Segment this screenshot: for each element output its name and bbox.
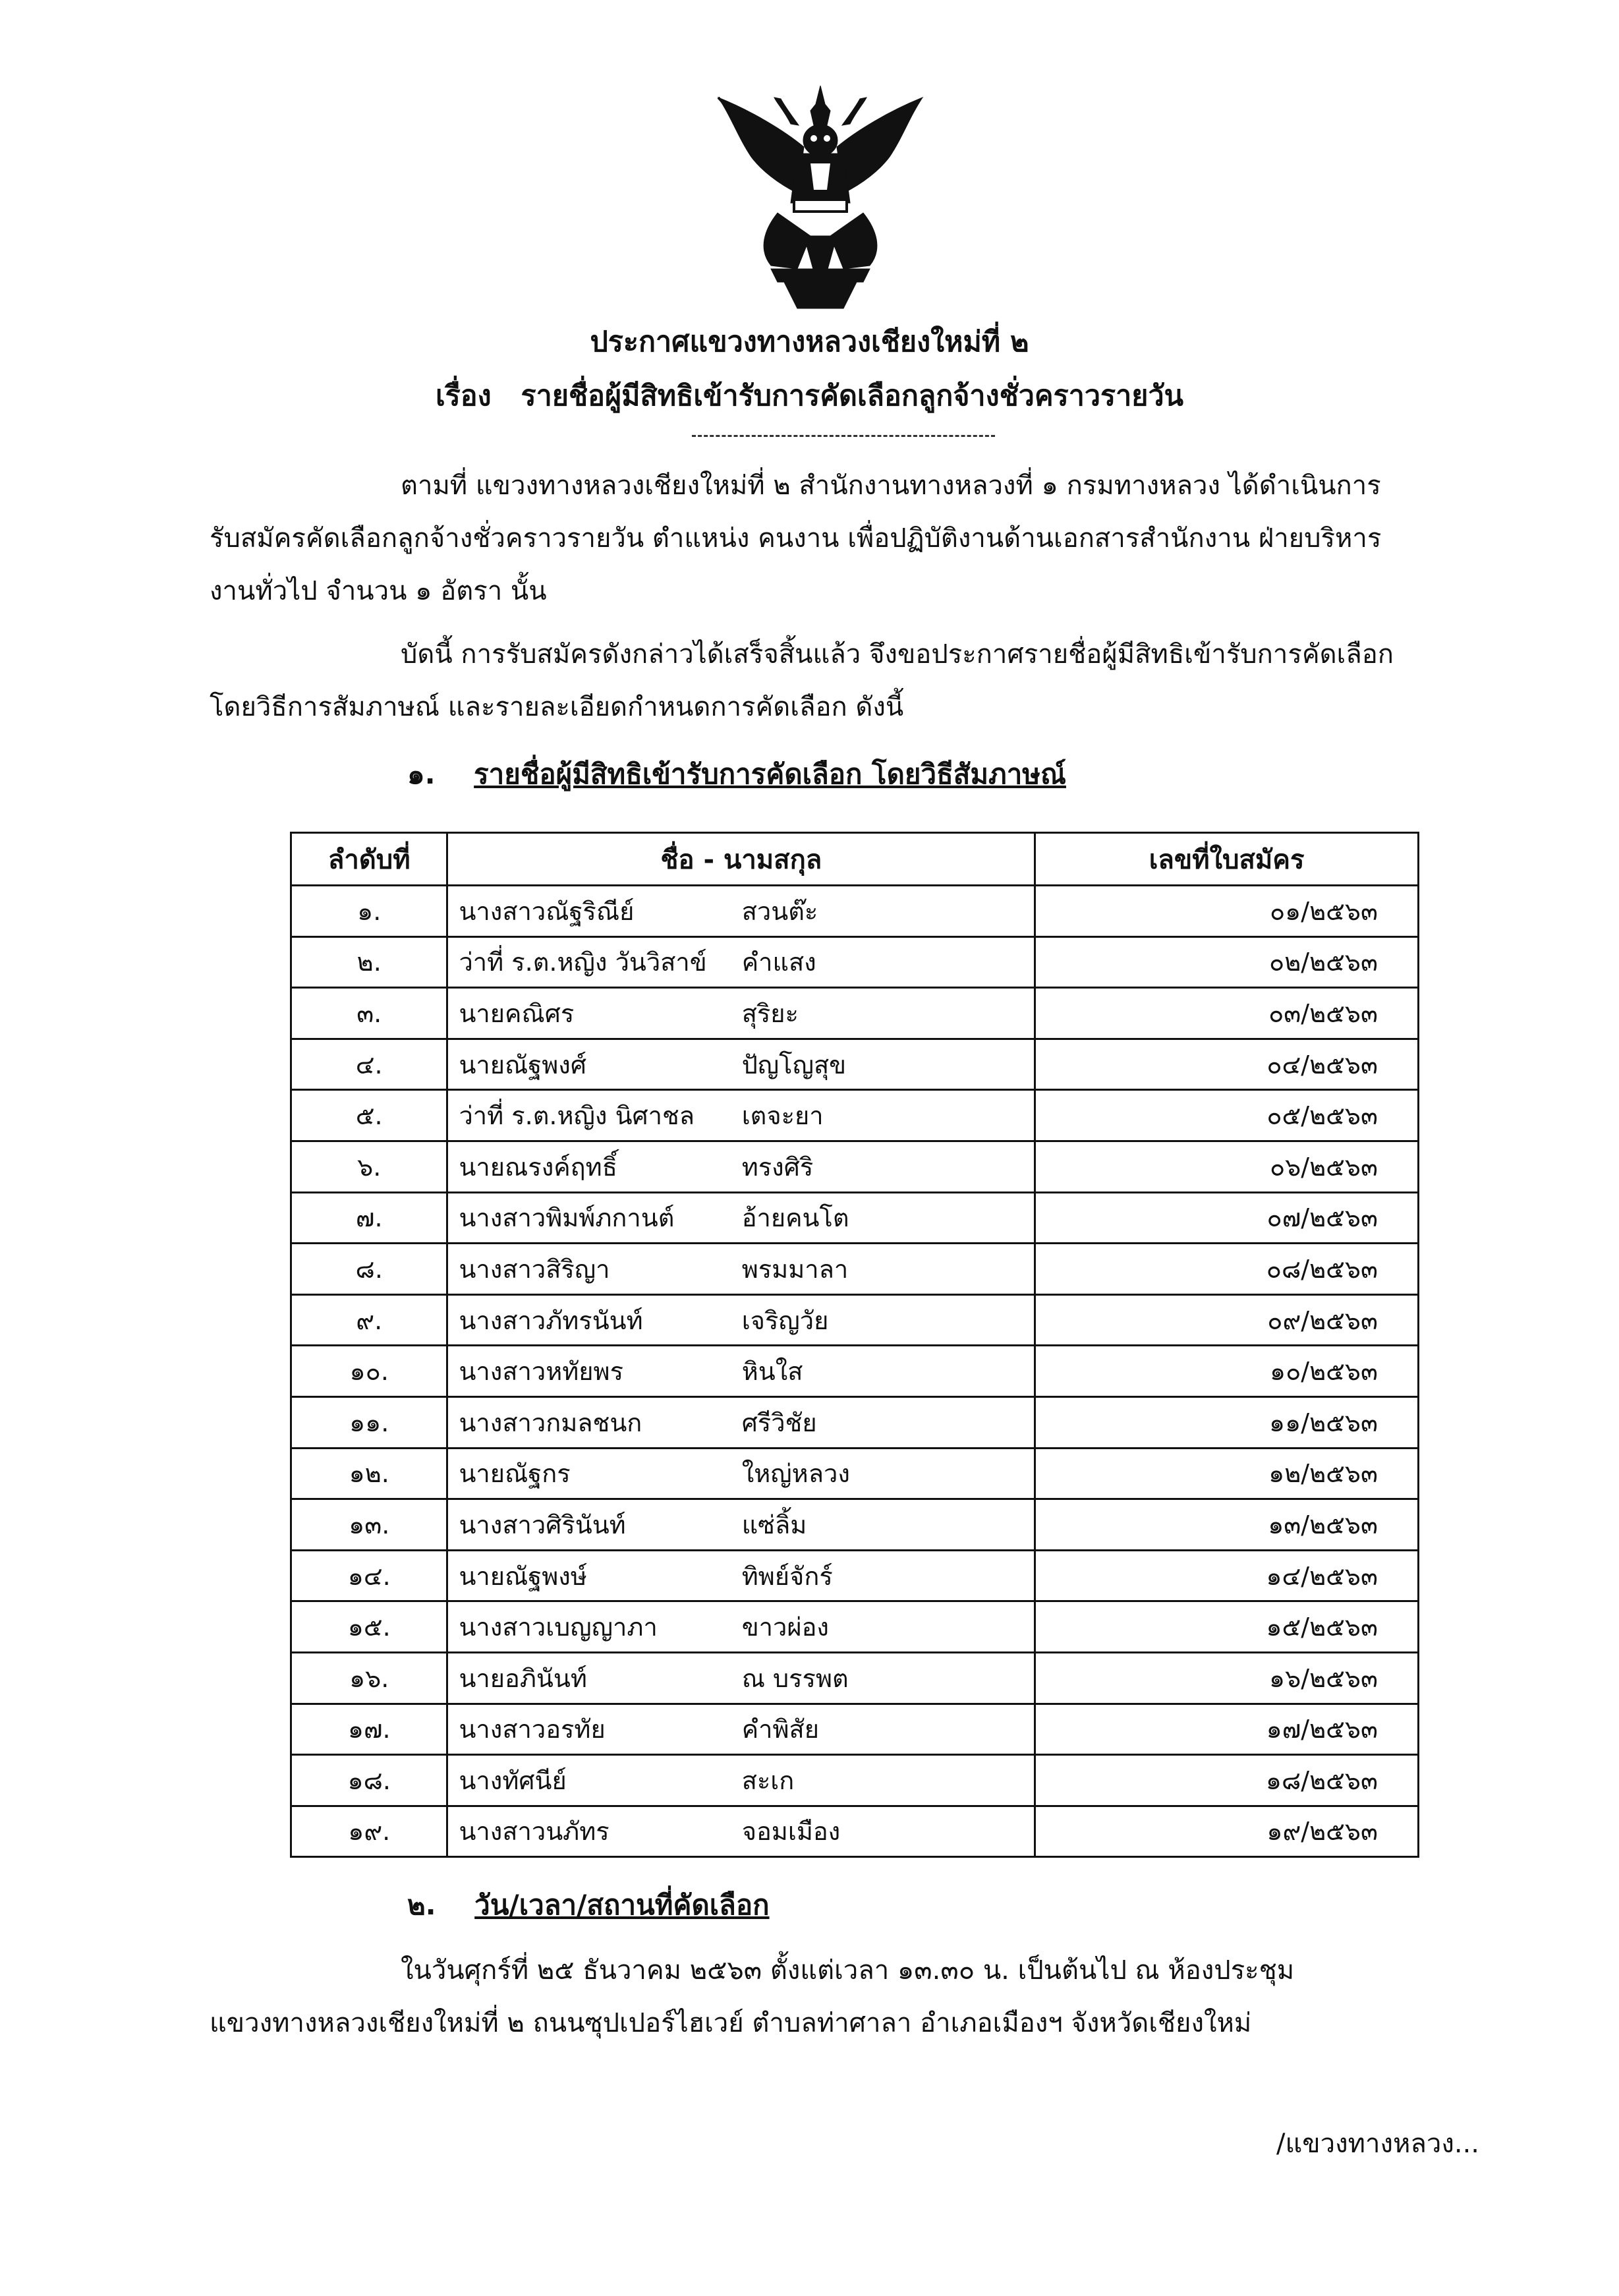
subject-text: รายชื่อผู้มีสิทธิเข้ารับการคัดเลือกลูกจ้างชั่วคราวรายวัน [521, 380, 1184, 413]
announcement-title: ประกาศแขวงทางหลวงเชียงใหม่ที่ ๒ [590, 326, 1029, 359]
section2-title: วัน/เวลา/สถานที่คัดเลือก [474, 1889, 770, 1921]
cell-first-name: นางสาวกมลชนก [447, 1396, 731, 1448]
cell-first-name: นายณัฐพงศ์ [447, 1039, 731, 1090]
table-row [291, 1601, 1419, 1653]
cell-app-number: ๐๓/๒๕๖๓ [1035, 988, 1419, 1039]
table-row [291, 1550, 1419, 1601]
cell-no: ๙. [291, 1294, 447, 1346]
cell-last-name: ทรงศิริ [731, 1141, 1035, 1192]
cell-last-name: อ้ายคนโต [731, 1192, 1035, 1244]
table-row [291, 1192, 1419, 1244]
cell-no: ๑๔. [291, 1550, 447, 1601]
title-divider [692, 435, 995, 437]
cell-no: ๑๘. [291, 1755, 447, 1806]
para2-line2: โดยวิธีการสัมภาษณ์ และรายละเอียดกำหนดการคัดเลือก ดังนี้ [210, 692, 904, 722]
table-row [291, 1346, 1419, 1397]
cell-last-name: คำพิสัย [731, 1704, 1035, 1755]
table-row [291, 1244, 1419, 1295]
table-row [291, 886, 1419, 937]
cell-app-number: ๑๕/๒๕๖๓ [1035, 1601, 1419, 1653]
cell-first-name: นางสาวเบญญาภา [447, 1601, 731, 1653]
cell-last-name: ขาวผ่อง [731, 1601, 1035, 1653]
cell-app-number: ๐๘/๒๕๖๓ [1035, 1244, 1419, 1295]
cell-first-name: ว่าที่ ร.ต.หญิง นิศาชล [447, 1090, 731, 1141]
para1-line3: งานทั่วไป จำนวน ๑ อัตรา นั้น [210, 576, 547, 606]
section2-number: ๒. [407, 1889, 436, 1921]
cell-app-number: ๑๓/๒๕๖๓ [1035, 1499, 1419, 1551]
section1-heading [407, 753, 1066, 796]
table-row [291, 1141, 1419, 1192]
section1-number: ๑. [407, 758, 436, 790]
header-no: ลำดับที่ [291, 833, 447, 886]
cell-no: ๖. [291, 1141, 447, 1192]
cell-first-name: นางสาวหทัยพร [447, 1346, 731, 1397]
header-app: เลขที่ใบสมัคร [1035, 833, 1419, 886]
table-row [291, 936, 1419, 988]
cell-no: ๘. [291, 1244, 447, 1295]
cell-last-name: คำแสง [731, 936, 1035, 988]
cell-app-number: ๑๙/๒๕๖๓ [1035, 1806, 1419, 1857]
table-row [291, 988, 1419, 1039]
cell-no: ๑. [291, 886, 447, 937]
garuda-emblem [712, 84, 929, 312]
table-row [291, 1039, 1419, 1090]
cell-first-name: นางสาวศิรินันท์ [447, 1499, 731, 1551]
table-row [291, 1755, 1419, 1806]
cell-last-name: ศรีวิชัย [731, 1396, 1035, 1448]
cell-app-number: ๑๔/๒๕๖๓ [1035, 1550, 1419, 1601]
cell-last-name: จอมเมือง [731, 1806, 1035, 1857]
cell-app-number: ๐๙/๒๕๖๓ [1035, 1294, 1419, 1346]
cell-no: ๑๑. [291, 1396, 447, 1448]
cell-last-name: สะเก [731, 1755, 1035, 1806]
section2-heading [407, 1883, 770, 1927]
cell-first-name: นางสาวภัทรนันท์ [447, 1294, 731, 1346]
cell-no: ๓. [291, 988, 447, 1039]
cell-no: ๑๐. [291, 1346, 447, 1397]
cell-app-number: ๑๖/๒๕๖๓ [1035, 1652, 1419, 1704]
section1-title: รายชื่อผู้มีสิทธิเข้ารับการคัดเลือก โดยวิธีสัมภาษณ์ [474, 758, 1066, 790]
cell-last-name: ณ บรรพต [731, 1652, 1035, 1704]
cell-no: ๑๒. [291, 1448, 447, 1499]
cell-app-number: ๑๗/๒๕๖๓ [1035, 1704, 1419, 1755]
cell-no: ๑๗. [291, 1704, 447, 1755]
cell-last-name: ใหญ่หลวง [731, 1448, 1035, 1499]
candidate-table [290, 832, 1419, 1858]
table-row [291, 1652, 1419, 1704]
cell-first-name: นางทัศนีย์ [447, 1755, 731, 1806]
cell-app-number: ๑๑/๒๕๖๓ [1035, 1396, 1419, 1448]
cell-first-name: นายอภินันท์ [447, 1652, 731, 1704]
header-name: ชื่อ - นามสกุล [447, 833, 1035, 886]
cell-app-number: ๐๑/๒๕๖๓ [1035, 886, 1419, 937]
cell-first-name: นางสาวนภัทร [447, 1806, 731, 1857]
cell-last-name: เตจะยา [731, 1090, 1035, 1141]
cell-last-name: เจริญวัย [731, 1294, 1035, 1346]
cell-app-number: ๐๕/๒๕๖๓ [1035, 1090, 1419, 1141]
cell-first-name: นายณรงค์ฤทธิ์ [447, 1141, 731, 1192]
cell-first-name: นางสาวณัฐริณีย์ [447, 886, 731, 937]
cell-first-name: นางสาวอรทัย [447, 1704, 731, 1755]
continuation-note: /แขวงทางหลวง... [1276, 2129, 1479, 2159]
para3-line1: ในวันศุกร์ที่ ๒๕ ธันวาคม ๒๕๖๓ ตั้งแต่เวลา ๑๓.๓๐ น. เป็นต้นไป ณ ห้องประชุม [401, 1955, 1295, 1986]
cell-last-name: สวนต๊ะ [731, 886, 1035, 937]
cell-no: ๕. [291, 1090, 447, 1141]
cell-app-number: ๑๘/๒๕๖๓ [1035, 1755, 1419, 1806]
cell-first-name: นางสาวพิมพ์ภกานต์ [447, 1192, 731, 1244]
cell-first-name: นายณัฐพงษ์ [447, 1550, 731, 1601]
para3-line2: แขวงทางหลวงเชียงใหม่ที่ ๒ ถนนซุปเปอร์ไฮเวย์ ตำบลท่าศาลา อำเภอเมืองฯ จังหวัดเชียงใหม่ [210, 2008, 1252, 2038]
cell-first-name: นายณัฐกร [447, 1448, 731, 1499]
cell-app-number: ๐๗/๒๕๖๓ [1035, 1192, 1419, 1244]
cell-last-name: พรมมาลา [731, 1244, 1035, 1295]
cell-no: ๑๓. [291, 1499, 447, 1551]
table-header-row [291, 833, 1419, 886]
cell-first-name: ว่าที่ ร.ต.หญิง วันวิสาข์ [447, 936, 731, 988]
cell-last-name: ทิพย์จักร์ [731, 1550, 1035, 1601]
table-row [291, 1448, 1419, 1499]
cell-app-number: ๐๒/๒๕๖๓ [1035, 936, 1419, 988]
cell-last-name: ปัญโญสุข [731, 1039, 1035, 1090]
cell-app-number: ๐๔/๒๕๖๓ [1035, 1039, 1419, 1090]
subject-label: เรื่อง [435, 380, 492, 413]
cell-last-name: สุริยะ [731, 988, 1035, 1039]
table-row [291, 1396, 1419, 1448]
cell-no: ๑๙. [291, 1806, 447, 1857]
table-row [291, 1499, 1419, 1551]
table-row [291, 1090, 1419, 1141]
cell-no: ๔. [291, 1039, 447, 1090]
cell-app-number: ๑๒/๒๕๖๓ [1035, 1448, 1419, 1499]
cell-first-name: นายคณิศร [447, 988, 731, 1039]
table-row [291, 1704, 1419, 1755]
cell-last-name: แซ่ลิ้ม [731, 1499, 1035, 1551]
para1-line2: รับสมัครคัดเลือกลูกจ้างชั่วคราวรายวัน ตำแหน่ง คนงาน เพื่อปฏิบัติงานด้านเอกสารสำนักงาน ฝ่ายบริหาร [210, 523, 1382, 554]
table-row [291, 1294, 1419, 1346]
cell-no: ๑๖. [291, 1652, 447, 1704]
para1-line1: ตามที่ แขวงทางหลวงเชียงใหม่ที่ ๒ สำนักงานทางหลวงที่ ๑ กรมทางหลวง ได้ดำเนินการ [401, 471, 1381, 501]
cell-app-number: ๐๖/๒๕๖๓ [1035, 1141, 1419, 1192]
cell-last-name: หินใส [731, 1346, 1035, 1397]
cell-no: ๒. [291, 936, 447, 988]
cell-no: ๑๕. [291, 1601, 447, 1653]
cell-app-number: ๑๐/๒๕๖๓ [1035, 1346, 1419, 1397]
announcement-subject [0, 373, 1619, 418]
cell-first-name: นางสาวสิริญา [447, 1244, 731, 1295]
table-row [291, 1806, 1419, 1857]
cell-no: ๗. [291, 1192, 447, 1244]
para2-line1: บัดนี้ การรับสมัครดังกล่าวได้เสร็จสิ้นแล้ว จึงขอประกาศรายชื่อผู้มีสิทธิเข้ารับการคัดเลือก [401, 639, 1394, 670]
